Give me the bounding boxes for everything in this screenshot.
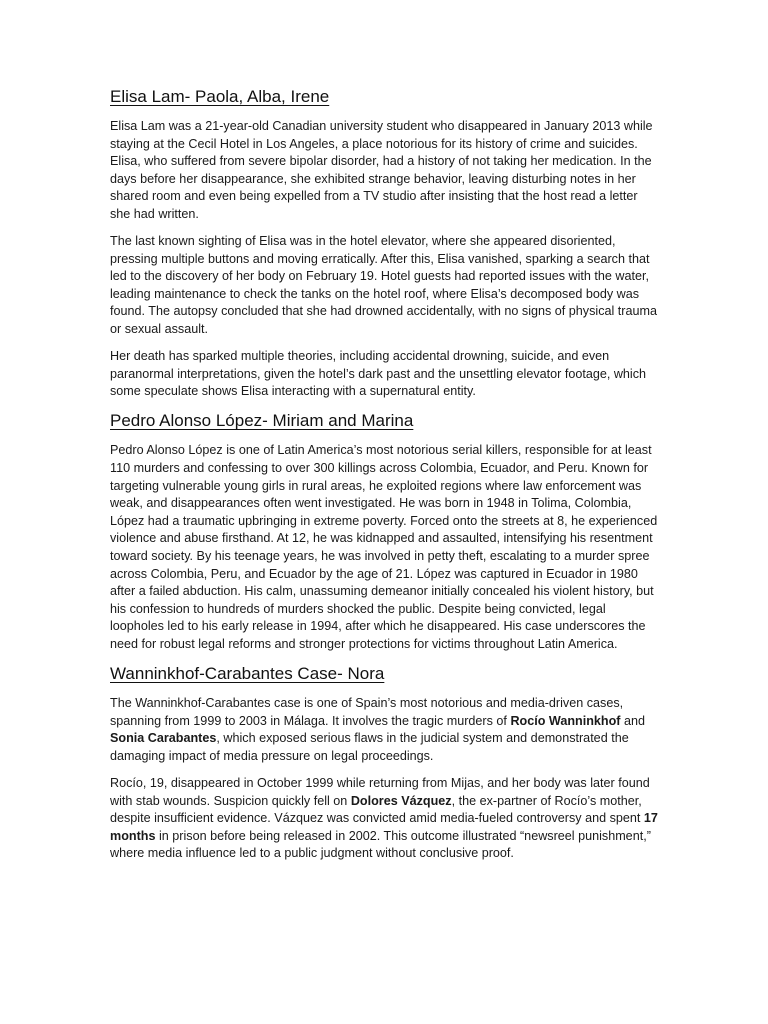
document-page (110, 86, 658, 872)
text-run: , the ex-partner of Rocío’s mother, despite insufficient evidence. Vázquez was convicted amid media-fueled controversy and spent (110, 793, 644, 826)
bold-text-run: Sonia Carabantes (110, 731, 217, 746)
text-run: Elisa Lam was a 21-year-old Canadian university student who disappeared in January 2013 while staying at the Cecil Hotel in Los Angeles, a place notorious for its history of crime and suicides. Elisa, who suffered from severe bipolar disorder, had a history of not taking her medication. In the days before her disappearance, she exhibited strange behavior, leaving disturbing notes in her shared room and even being expelled from a TV studio after insisting that the host read a letter she had written. (110, 119, 653, 221)
text-run: in prison before being released in 2002. This outcome illustrated “newsreel punishment,” where media influence led to a public judgment without conclusive proof. (110, 828, 651, 861)
text-run: , which exposed serious flaws in the judicial system and demonstrated the damaging impact of media pressure on legal proceedings. (110, 731, 629, 763)
bold-text-run: 17 months (110, 811, 658, 843)
body-paragraph (110, 118, 658, 224)
text-run: Her death has sparked multiple theories, including accidental drowning, suicide, and even paranormal interpretations, given the hotel’s dark past and the unsettling elevator footage, which some speculate shows Elisa interacting with a supernatural entity. (110, 349, 647, 399)
section-heading: Elisa Lam- Paola, Alba, Irene (110, 87, 330, 106)
document-section (110, 86, 658, 401)
body-paragraph (110, 233, 658, 339)
document-section (110, 663, 658, 863)
bold-text-run: Dolores Vázquez (350, 793, 452, 808)
document-section (110, 410, 658, 653)
text-run: Rocío, 19, disappeared in October 1999 while returning from Mijas, and her body was later found with stab wounds. Suspicion quickly fell on (110, 775, 650, 808)
section-heading: Pedro Alonso López- Miriam and Marina (110, 411, 414, 431)
text-run: The Wanninkhof-Carabantes case is one of Spain’s most notorious and media-driven cases, spanning from 1999 to 2003 in Málaga. It involves the tragic murders of (110, 696, 624, 728)
body-paragraph (110, 775, 658, 863)
section-heading: Wanninkhof-Carabantes Case- Nora (110, 664, 385, 684)
body-paragraph (110, 442, 658, 653)
text-run: and (620, 713, 646, 728)
body-paragraph (110, 695, 658, 765)
body-paragraph (110, 348, 658, 401)
text-run: Pedro Alonso López is one of Latin America’s most notorious serial killers, responsible for at least 110 murders and confessing to over 300 killings across Colombia, Ecuador, and Peru. Known for targeting vulnerable young girls in rural areas, he exploited regions where law enforcement was weak, and disappearances often went investigated. He was born in 1948 in Tolima, Colombia, López had a traumatic upbringing in extreme poverty. Forced onto the streets at 8, he experienced violence and abuse firsthand. At 12, he was kidnapped and assaulted, intensifying his resentment toward society. By his teenage years, he was involved in petty theft, escalating to a murder spree across Colombia, Peru, and Ecuador by the age of 21. López was captured in Ecuador in 1980 after a failed abduction. His calm, unassuming demeanor initially concealed his violent history, but his confession to hundreds of murders shocked the public. Despite being convicted, legal loopholes led to his early release in 1994, after which he disappeared. His case underscores the need for robust legal reforms and stronger protections for victims throughout Latin America. (110, 443, 658, 651)
text-run: The last known sighting of Elisa was in the hotel elevator, where she appeared disoriented, pressing multiple buttons and moving erratically. After this, Elisa vanished, sparking a search that led to the discovery of her body on February 19. Hotel guests had reported issues with the water, leading maintenance to check the tanks on the hotel roof, where Elisa’s decomposed body was found. The autopsy concluded that she had drowned accidentally, with no signs of physical trauma or sexual assault. (110, 234, 657, 337)
bold-text-run: Rocío Wanninkhof (510, 713, 621, 728)
